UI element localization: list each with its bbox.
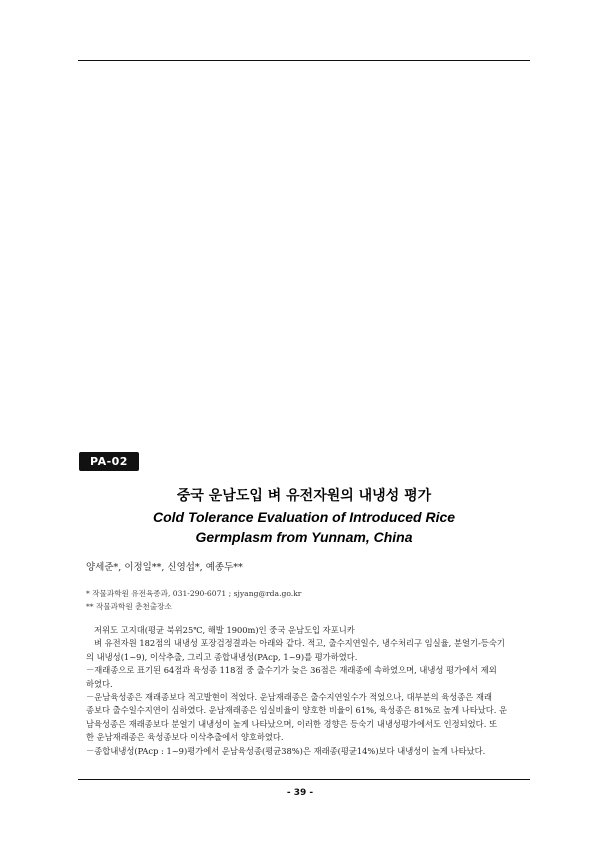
abstract-body: [86, 624, 526, 758]
header-rule: [78, 60, 530, 61]
title-english-line-2: Germplasm from Yunnam, China: [195, 529, 413, 545]
author-list: 양세준*, 이정일**, 신영섭*, 예종두**: [86, 562, 243, 573]
body-line: 의 내냉성(1~9), 이삭추출, 그리고 종합내냉성(PAcp, 1~9)를 평가하였다.: [86, 651, 358, 662]
body-line: －운남육성종은 재래종보다 적고발현이 적었다. 운남재래종은 출수지연일수가 적었으나, 대부분의 육성종은 재래: [86, 692, 492, 703]
body-line: 벼 유전자원 182점의 내냉성 포장검정결과는 아래와 같다. 적고, 출수지연일수, 냉수처리구 임실율, 분얼기-등숙기: [94, 638, 505, 649]
body-line: 저위도 고지대(평균 북위25℃, 해발 1900m)인 중국 운남도입 자포니카: [94, 625, 355, 635]
body-line: 하였다.: [86, 678, 113, 689]
body-line: 남육성종은 재래종보다 분얼기 내냉성이 높게 나타났으며, 이러한 경향은 등숙기 내냉성평가에서도 인정되었다. 또: [86, 718, 497, 729]
paper-code-badge: PA-02: [79, 452, 139, 471]
title-english-line-1: Cold Tolerance Evaluation of Introduced Rice: [152, 509, 456, 525]
body-line: －재래종으로 표기된 64점과 육성종 118점 중 출수기가 늦은 36점은 재래종에 속하였으며, 내냉성 평가에서 제외: [86, 665, 497, 676]
affiliation-2: ** 작물과학원 춘천출장소: [86, 602, 172, 611]
body-line: 종보다 출수일수지연이 심하였다. 운남재래종은 임실비율이 양호한 비율이 61%, 육성종은 81%로 높게 나타났다. 운: [86, 705, 508, 716]
page-number: - 39 -: [286, 788, 314, 798]
footer-rule: [78, 779, 530, 780]
affiliation-1: * 작물과학원 유전육종과, 031-290-6071 ; sjyang@rda.go.kr: [86, 589, 302, 598]
body-line: －종합내냉성(PAcp : 1~9)평가에서 운남육성종(평균38%)은 재래종(평균14%)보다 내냉성이 높게 나타났다.: [86, 745, 486, 756]
body-line: 한 운남재래종은 육성종보다 이삭추출에서 양호하였다.: [86, 732, 284, 743]
title-korean: 중국 운남도입 벼 유전자원의 내냉성 평가: [176, 488, 432, 504]
